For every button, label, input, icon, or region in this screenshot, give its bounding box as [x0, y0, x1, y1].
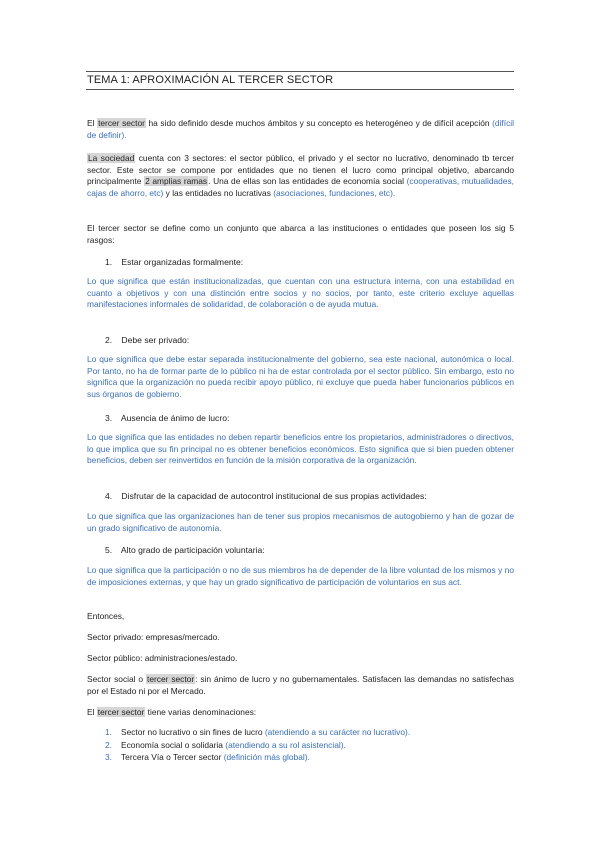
intro-paragraph: [87, 118, 514, 141]
sector-publico-line: Sector público: administraciones/estado.: [87, 653, 238, 663]
text-run: . Una de ellas son las entidades de economía social: [208, 176, 407, 187]
trait-heading: [105, 335, 189, 346]
highlight: La sociedad: [88, 153, 135, 163]
denominations-intro: [87, 707, 514, 719]
list-text: Sector no lucrativo o sin fines de lucro: [121, 727, 265, 737]
sector-privado-line: Sector privado: empresas/mercado.: [87, 632, 220, 642]
trait-description: Lo que significa que están institucionalizadas, que cuentan con una estructura interna, con una estabilidad en cuanto a objetivos y con una distinción entre socios y no socios, por tanto, este criterio excluye aquellas manifestaciones informales de solidaridad, de colaboración o de ayuda mutua.: [87, 276, 514, 310]
trait-label: Disfrutar de la capacidad de autocontrol institucional de sus propias actividades:: [121, 491, 427, 501]
trait-description: Lo que significa que las organizaciones han de tener sus propios mecanismos de autogobierno y han de gozar de un grado significativo de autonomía.: [87, 511, 514, 533]
trait-number: 4.: [105, 491, 113, 501]
trait-heading: [105, 413, 229, 424]
text-run: tiene varias denominaciones:: [145, 707, 257, 717]
text-run: cuenta con 3 sectores: el sector público, el privado y el sector no lucrativo, denominado tb tercer sector. Este sector se compone por entidades que no tienen el lucro como principal objetivo, abarcando principalmente: [87, 153, 514, 187]
note: (difícil de definir).: [87, 118, 514, 140]
note: (cooperativas, mutualidades, cajas de ahorro, etc): [87, 176, 514, 199]
list-item: [105, 751, 410, 764]
trait-heading: [105, 257, 243, 268]
trait-label: Estar organizadas formalmente:: [121, 257, 244, 267]
trait-description: Lo que significa que la participación o no de sus miembros ha de depender de la libre voluntad de los mismos y no de imposiciones externas, y que hay un grado significativo de participación de voluntarios en sus act.: [87, 565, 514, 587]
trait-label: Debe ser privado:: [121, 335, 190, 345]
text-run: y las entidades no lucrativas: [163, 188, 274, 199]
society-paragraph: [87, 153, 514, 200]
trait-description: Lo que significa que las entidades no deben repartir beneficios entre los propietarios, administradores o directivos, lo que implica que su fin principal no es obtener beneficios económicos. Esto significa que si bien pueden obtener beneficios, deben ser reinvertidos en función de la misión corporativa de la organización.: [87, 432, 514, 466]
page-title: TEMA 1: APROXIMACIÓN AL TERCER SECTOR: [87, 74, 334, 86]
trait-number: 3.: [105, 413, 113, 423]
note: (definición más global).: [223, 752, 310, 763]
trait-label: Alto grado de participación voluntaria:: [120, 545, 265, 555]
trait-number: 2.: [105, 335, 113, 345]
title-rule: [86, 89, 514, 90]
trait-heading: [105, 491, 427, 502]
entonces-line: Entonces,: [87, 611, 125, 621]
highlight: tercer sector: [98, 118, 145, 128]
list-item: [105, 739, 410, 752]
list-text: Tercera Vía o Tercer sector: [121, 752, 224, 763]
note: (asociaciones, fundaciones, etc).: [273, 188, 396, 199]
trait-number: 1.: [105, 257, 113, 267]
text-run: Sector social o: [87, 674, 146, 684]
list-number: 3.: [105, 752, 112, 763]
list-number: 1.: [105, 727, 112, 737]
definition-paragraph: El tercer sector se define como un conjunto que abarca a las instituciones o entidades que poseen los sig 5 rasgos:: [87, 223, 514, 245]
denominations-list: [105, 726, 410, 764]
highlight: tercer sector: [97, 707, 145, 717]
text-run: El: [87, 707, 97, 717]
trait-description: Lo que significa que debe estar separada institucionalmente del gobierno, sea este nacional, autonómica o local. Por tanto, no ha de formar parte de lo público ni ha de estar controlada por el sector público. Sin embargo, esto no significa que la organización no pueda recibir apoyo público, ni excluye que pueda haber funcionarios públicos en sus órganos de gobierno.: [87, 354, 514, 400]
list-text: Economía social o solidaria: [121, 739, 226, 750]
list-item: [105, 726, 410, 739]
trait-label: Ausencia de ánimo de lucro:: [120, 413, 230, 423]
top-rule: [86, 71, 514, 72]
text-run: El: [87, 118, 98, 128]
trait-number: 5.: [105, 545, 113, 555]
text-run: : sin ánimo de lucro y no gubernamentales. Satisfacen las demandas no satisfechas por el Estado ni por el Mercado.: [87, 674, 514, 696]
note: (atendiendo a su carácter no lucrativo).: [264, 727, 411, 737]
trait-heading: [105, 545, 265, 556]
text-run: ha sido definido desde muchos ámbitos y su concepto es heterogéneo y de difícil acepción: [145, 118, 493, 128]
highlight: tercer sector: [147, 674, 195, 684]
list-number: 2.: [105, 739, 112, 750]
highlight: 2 amplias ramas: [145, 176, 208, 187]
sector-social-paragraph: [87, 674, 514, 697]
note: (atendiendo a su rol asistencial).: [225, 739, 346, 750]
